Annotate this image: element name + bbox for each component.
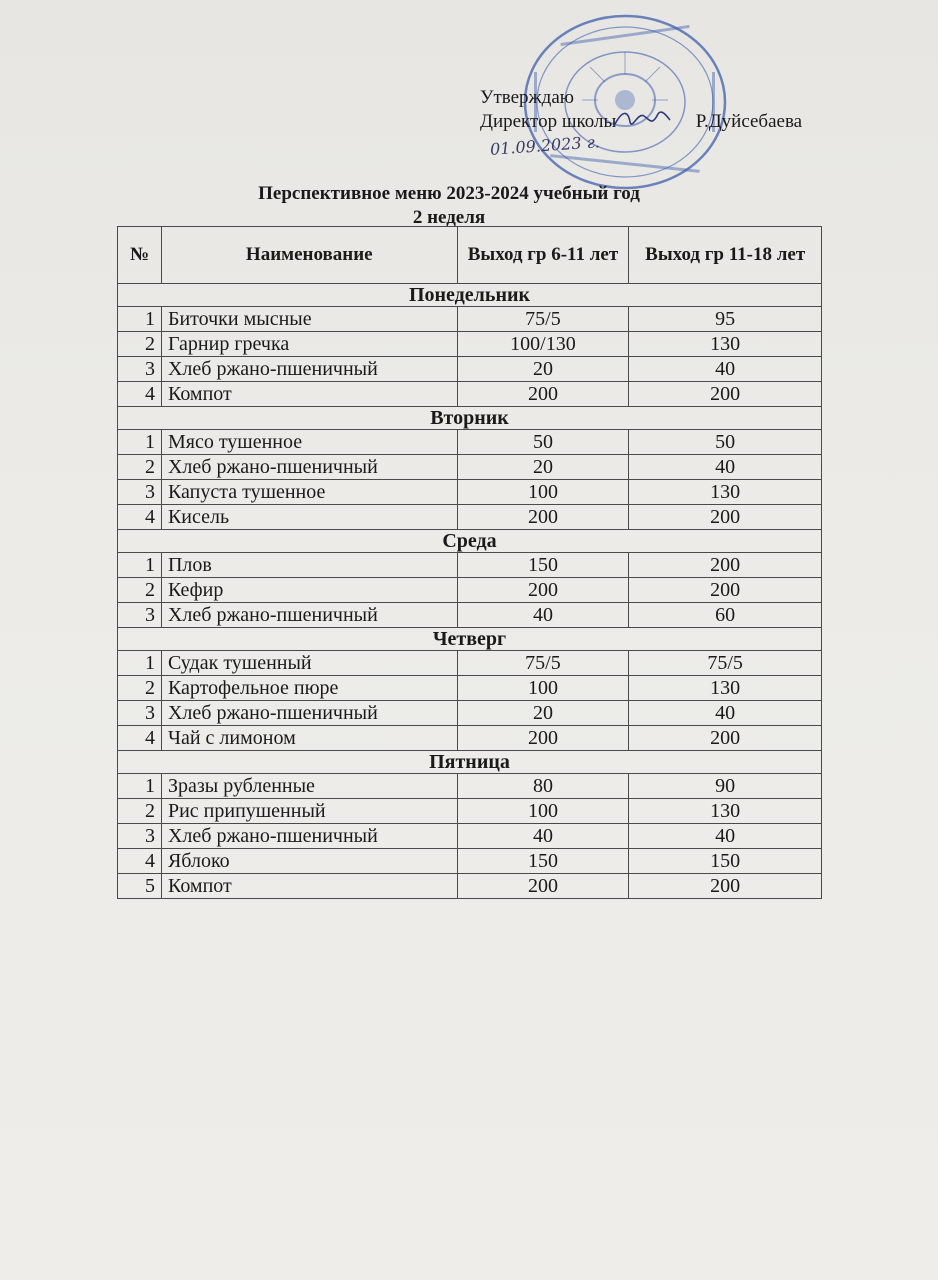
item-output-6-11: 80 bbox=[457, 774, 629, 799]
item-output-6-11: 150 bbox=[457, 849, 629, 874]
item-name: Компот bbox=[161, 874, 457, 899]
table-row bbox=[118, 332, 822, 357]
item-name: Мясо тушенное bbox=[161, 430, 457, 455]
item-name: Судак тушенный bbox=[161, 651, 457, 676]
item-output-11-18: 200 bbox=[629, 874, 822, 899]
table-row bbox=[118, 430, 822, 455]
item-output-6-11: 20 bbox=[457, 701, 629, 726]
day-row bbox=[118, 284, 822, 307]
director-signature bbox=[612, 106, 672, 132]
item-output-11-18: 95 bbox=[629, 307, 822, 332]
item-name: Хлеб ржано-пшеничный bbox=[161, 603, 457, 628]
item-number: 3 bbox=[118, 824, 162, 849]
table-row bbox=[118, 799, 822, 824]
item-number: 2 bbox=[118, 799, 162, 824]
item-name: Хлеб ржано-пшеничный bbox=[161, 701, 457, 726]
table-row bbox=[118, 701, 822, 726]
table-row bbox=[118, 676, 822, 701]
item-output-11-18: 40 bbox=[629, 357, 822, 382]
item-output-6-11: 40 bbox=[457, 603, 629, 628]
item-output-6-11: 200 bbox=[457, 726, 629, 751]
item-output-6-11: 20 bbox=[457, 455, 629, 480]
item-name: Зразы рубленные bbox=[161, 774, 457, 799]
item-output-6-11: 20 bbox=[457, 357, 629, 382]
item-number: 3 bbox=[118, 480, 162, 505]
item-output-11-18: 130 bbox=[629, 799, 822, 824]
item-output-11-18: 130 bbox=[629, 676, 822, 701]
item-number: 1 bbox=[118, 307, 162, 332]
item-output-6-11: 40 bbox=[457, 824, 629, 849]
item-number: 4 bbox=[118, 726, 162, 751]
table-row bbox=[118, 874, 822, 899]
item-output-6-11: 100 bbox=[457, 480, 629, 505]
item-output-6-11: 200 bbox=[457, 382, 629, 407]
item-number: 4 bbox=[118, 382, 162, 407]
table-row bbox=[118, 307, 822, 332]
item-output-11-18: 200 bbox=[629, 382, 822, 407]
item-output-6-11: 100/130 bbox=[457, 332, 629, 357]
day-name: Понедельник bbox=[118, 284, 822, 307]
item-output-11-18: 75/5 bbox=[629, 651, 822, 676]
day-name: Пятница bbox=[118, 751, 822, 774]
day-row bbox=[118, 407, 822, 430]
item-name: Плов bbox=[161, 553, 457, 578]
item-name: Кисель bbox=[161, 505, 457, 530]
item-name: Яблоко bbox=[161, 849, 457, 874]
item-output-11-18: 130 bbox=[629, 332, 822, 357]
item-name: Кефир bbox=[161, 578, 457, 603]
item-name: Капуста тушенное bbox=[161, 480, 457, 505]
item-output-11-18: 40 bbox=[629, 455, 822, 480]
item-number: 2 bbox=[118, 676, 162, 701]
item-name: Гарнир гречка bbox=[161, 332, 457, 357]
table-header-row bbox=[118, 227, 822, 284]
director-label: Директор школы bbox=[480, 111, 617, 132]
item-output-11-18: 200 bbox=[629, 578, 822, 603]
day-name: Вторник bbox=[118, 407, 822, 430]
item-output-6-11: 75/5 bbox=[457, 651, 629, 676]
item-output-6-11: 200 bbox=[457, 505, 629, 530]
table-row bbox=[118, 480, 822, 505]
director-name: Р.Дуйсебаева bbox=[695, 111, 803, 132]
item-name: Хлеб ржано-пшеничный bbox=[161, 357, 457, 382]
table-row bbox=[118, 455, 822, 480]
menu-table-body bbox=[118, 284, 822, 899]
day-name: Среда bbox=[118, 530, 822, 553]
table-row bbox=[118, 578, 822, 603]
table-row bbox=[118, 726, 822, 751]
table-row bbox=[118, 824, 822, 849]
item-number: 4 bbox=[118, 849, 162, 874]
item-number: 1 bbox=[118, 553, 162, 578]
item-name: Рис припушенный bbox=[161, 799, 457, 824]
item-output-11-18: 200 bbox=[629, 553, 822, 578]
item-output-11-18: 50 bbox=[629, 430, 822, 455]
item-output-11-18: 130 bbox=[629, 480, 822, 505]
item-output-6-11: 75/5 bbox=[457, 307, 629, 332]
header-name: Наименование bbox=[161, 227, 457, 284]
approve-label: Утверждаю bbox=[480, 87, 574, 108]
header-output-11-18: Выход гр 11-18 лет bbox=[629, 227, 822, 284]
item-number: 1 bbox=[118, 651, 162, 676]
table-row bbox=[118, 774, 822, 799]
day-row bbox=[118, 751, 822, 774]
item-number: 3 bbox=[118, 357, 162, 382]
item-output-6-11: 200 bbox=[457, 578, 629, 603]
item-number: 2 bbox=[118, 332, 162, 357]
item-name: Хлеб ржано-пшеничный bbox=[161, 455, 457, 480]
item-output-11-18: 40 bbox=[629, 824, 822, 849]
header-output-6-11: Выход гр 6-11 лет bbox=[457, 227, 629, 284]
day-row bbox=[118, 530, 822, 553]
item-output-11-18: 200 bbox=[629, 505, 822, 530]
item-name: Компот bbox=[161, 382, 457, 407]
item-number: 1 bbox=[118, 430, 162, 455]
item-output-6-11: 100 bbox=[457, 676, 629, 701]
item-name: Хлеб ржано-пшеничный bbox=[161, 824, 457, 849]
item-number: 3 bbox=[118, 603, 162, 628]
table-row bbox=[118, 849, 822, 874]
item-number: 1 bbox=[118, 774, 162, 799]
item-number: 3 bbox=[118, 701, 162, 726]
day-row bbox=[118, 628, 822, 651]
item-name: Картофельное пюре bbox=[161, 676, 457, 701]
item-output-11-18: 90 bbox=[629, 774, 822, 799]
menu-table bbox=[117, 226, 822, 899]
menu-week: 2 неделя bbox=[412, 207, 486, 228]
item-output-11-18: 200 bbox=[629, 726, 822, 751]
item-output-6-11: 200 bbox=[457, 874, 629, 899]
table-row bbox=[118, 357, 822, 382]
day-name: Четверг bbox=[118, 628, 822, 651]
header-num: № bbox=[118, 227, 162, 284]
item-number: 2 bbox=[118, 578, 162, 603]
table-row bbox=[118, 382, 822, 407]
item-output-6-11: 100 bbox=[457, 799, 629, 824]
menu-title: Перспективное меню 2023-2024 учебный год bbox=[258, 183, 640, 204]
item-output-6-11: 50 bbox=[457, 430, 629, 455]
item-number: 4 bbox=[118, 505, 162, 530]
item-name: Чай с лимоном bbox=[161, 726, 457, 751]
table-row bbox=[118, 651, 822, 676]
item-output-11-18: 40 bbox=[629, 701, 822, 726]
item-number: 2 bbox=[118, 455, 162, 480]
item-name: Биточки мысные bbox=[161, 307, 457, 332]
table-row bbox=[118, 603, 822, 628]
item-output-11-18: 150 bbox=[629, 849, 822, 874]
handwritten-date: 01.09.2023 г. bbox=[489, 132, 601, 159]
item-output-6-11: 150 bbox=[457, 553, 629, 578]
table-row bbox=[118, 505, 822, 530]
item-output-11-18: 60 bbox=[629, 603, 822, 628]
item-number: 5 bbox=[118, 874, 162, 899]
table-row bbox=[118, 553, 822, 578]
